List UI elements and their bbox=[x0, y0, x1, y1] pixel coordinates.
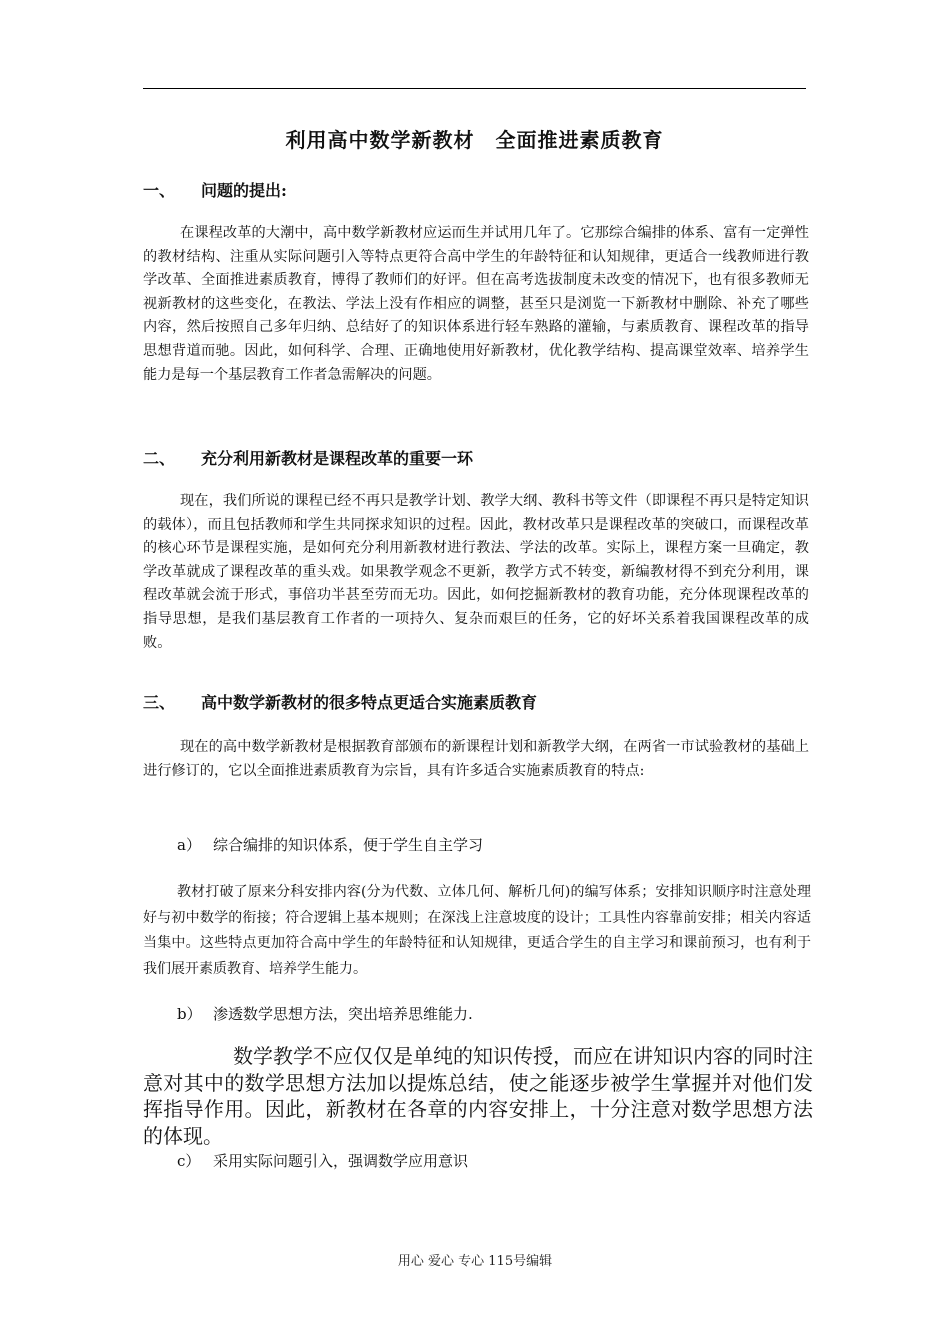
subsection-a-heading bbox=[177, 834, 483, 855]
section-3-heading bbox=[143, 690, 537, 713]
section-2-title: 充分利用新教材是课程改革的重要一环 bbox=[201, 449, 474, 468]
section-1-number: 一、 bbox=[143, 181, 176, 200]
section-2-number: 二、 bbox=[143, 449, 176, 468]
subsection-b-paragraph: 数学教学不应仅仅是单纯的知识传授，而应在讲知识内容的同时注意对其中的数学思想方法加以提炼总结，使之能逐步被学生掌握并对他们发挥指导作用。因此，新教材在各章的内容安排上，十分注意对数学思想方法的体现。 bbox=[143, 1046, 813, 1148]
subsection-a-paragraph: 教材打破了原来分科安排内容(分为代数、立体几何、解析几何)的编写体系；安排知识顺序时注意处理好与初中数学的衔接；符合逻辑上基本规则；在深浅上注意坡度的设计；工具性内容靠前安排；相关内容适当集中。这些特点更加符合高中学生的年龄特征和认知规律，更适合学生的自主学习和课前预习，也有利于我们展开素质教育、培养学生能力。 bbox=[143, 884, 811, 978]
subsection-b-heading bbox=[177, 1003, 473, 1024]
subsection-c-title: 采用实际问题引入，强调数学应用意识 bbox=[213, 1152, 469, 1170]
subsection-b-title: 渗透数学思想方法，突出培养思维能力. bbox=[213, 1005, 473, 1023]
header-rule bbox=[143, 88, 806, 89]
section-2-heading bbox=[143, 446, 473, 469]
section-3-title: 高中数学新教材的很多特点更适合实施素质教育 bbox=[201, 693, 538, 712]
section-1-heading bbox=[143, 178, 287, 201]
section-1-paragraph: 在课程改革的大潮中，高中数学新教材应运而生并试用几年了。它那综合编排的体系、富有一定弹性的教材结构、注重从实际问题引入等特点更符合高中学生的年龄特征和认知规律，更适合一线教师进行教学改革、全面推进素质教育，博得了教师们的好评。但在高考选拔制度未改变的情况下，也有很多教师无视新教材的这些变化，在教法、学法上没有作相应的调整，甚至只是浏览一下新教材中删除、补充了哪些内容，然后按照自己多年归纳、总结好了的知识体系进行轻车熟路的灌输，与素质教育、课程改革的指导思想背道而驰。因此，如何科学、合理、正确地使用好新教材，优化教学结构、提高课堂效率、培养学生能力是每一个基层教育工作者急需解决的问题。 bbox=[143, 225, 809, 383]
subsection-b-label: b） bbox=[177, 1005, 202, 1023]
page-footer: 用心 爱心 专心 115号编辑 bbox=[397, 1254, 553, 1269]
subsection-a-title: 综合编排的知识体系，便于学生自主学习 bbox=[213, 836, 484, 854]
document-title: 利用高中数学新教材 全面推进素质教育 bbox=[285, 128, 664, 152]
subsection-a-label: a） bbox=[177, 836, 201, 854]
subsection-c-label: c） bbox=[177, 1152, 201, 1170]
section-3-paragraph: 现在的高中数学新教材是根据教育部颁布的新课程计划和新教学大纲，在两省一市试验教材的基础上进行修订的，它以全面推进素质教育为宗旨，具有许多适合实施素质教育的特点: bbox=[143, 739, 809, 779]
section-3-number: 三、 bbox=[143, 693, 176, 712]
section-2-paragraph: 现在，我们所说的课程已经不再只是教学计划、教学大纲、教科书等文件（即课程不再只是特定知识的载体），而且包括教师和学生共同探求知识的过程。因此，教材改革只是课程改革的突破口，而课程改革的核心环节是课程实施，是如何充分利用新教材进行教法、学法的改革。实际上，课程方案一旦确定，教学改革就成了课程改革的重头戏。如果教学观念不更新，教学方式不转变，新编教材得不到充分利用，课程改革就会流于形式，事倍功半甚至劳而无功。因此，如何挖掘新教材的教育功能，充分体现课程改革的指导思想，是我们基层教育工作者的一项持久、复杂而艰巨的任务，它的好坏关系着我国课程改革的成败。 bbox=[143, 493, 809, 651]
section-1-title: 问题的提出: bbox=[201, 181, 287, 200]
subsection-c-heading bbox=[177, 1150, 468, 1171]
